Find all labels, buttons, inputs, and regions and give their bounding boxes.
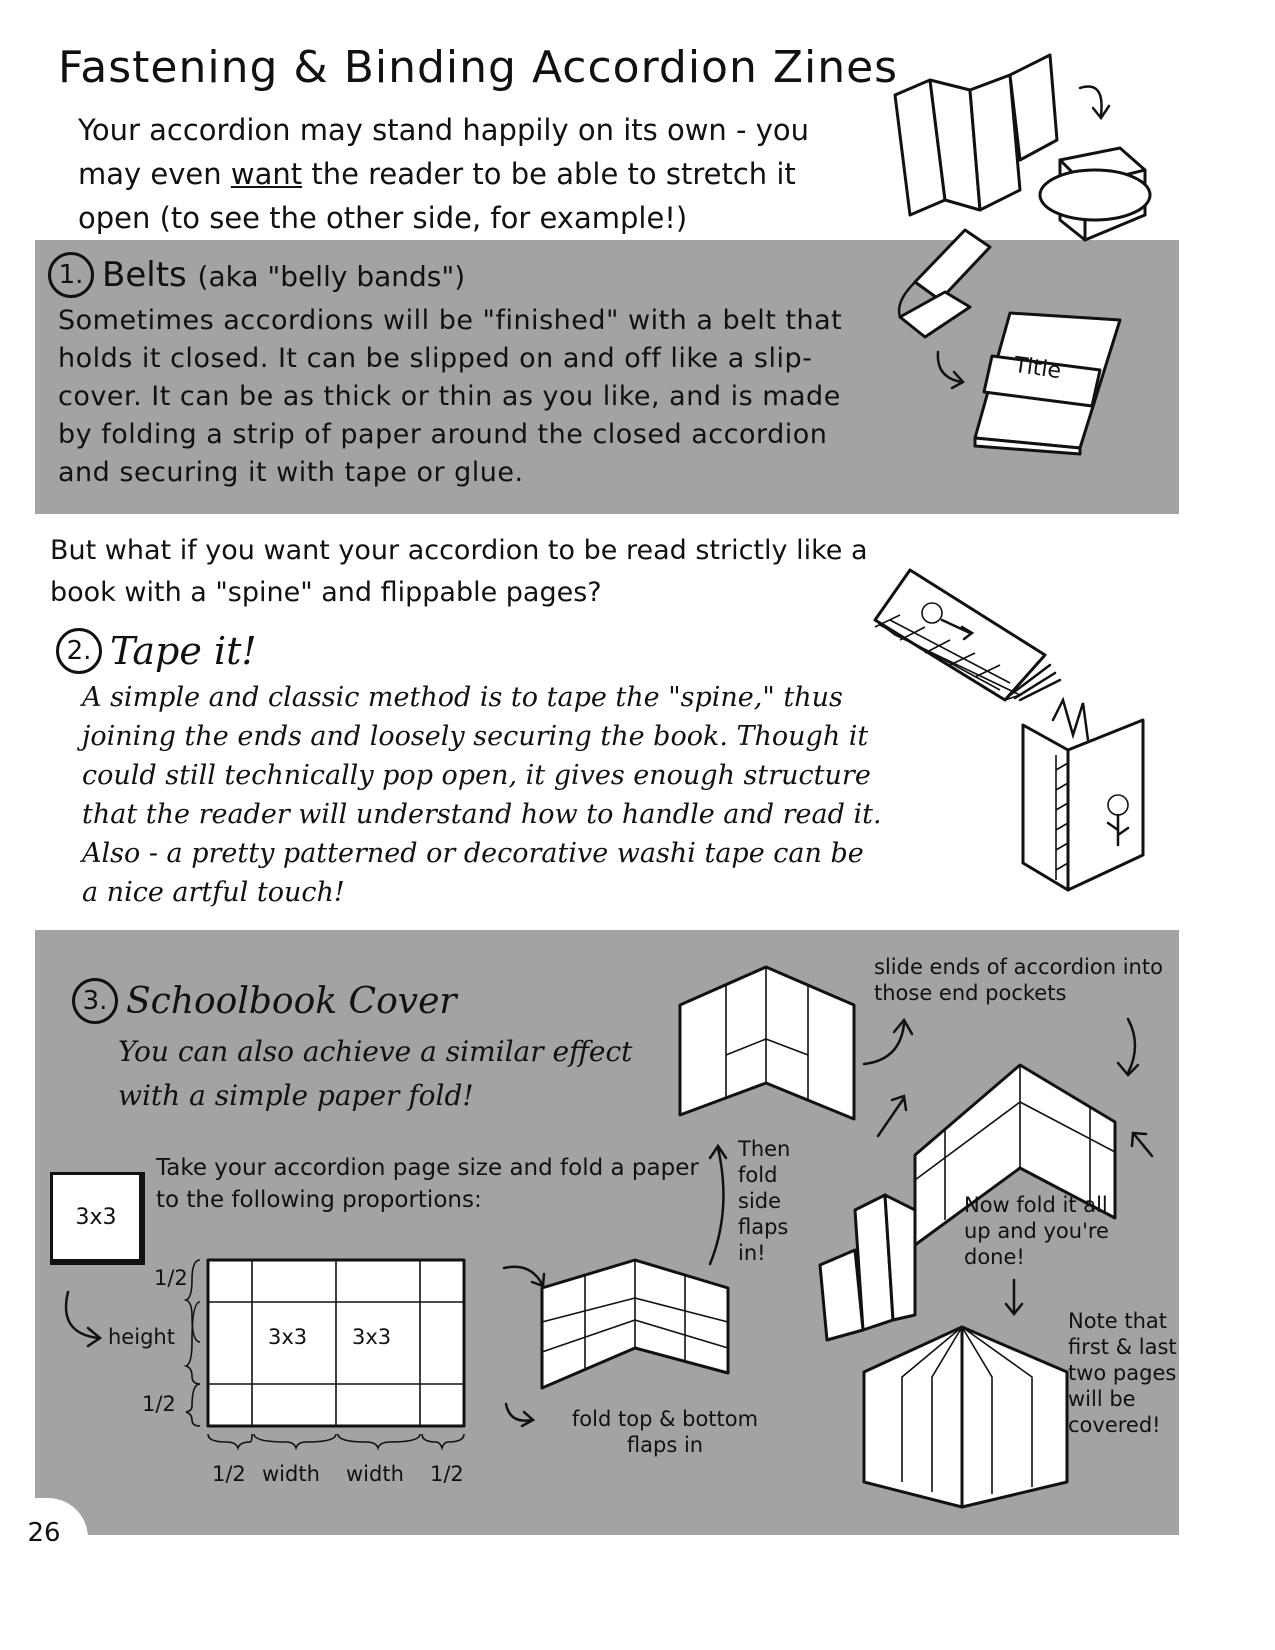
section-1-number: 1. [48,252,94,298]
grid-cell-b: 3x3 [352,1325,392,1349]
up-arrow-icon [872,1092,912,1142]
section-2-number: 2. [56,628,102,674]
bottom-label-half-right: 1/2 [430,1462,464,1486]
section-1-title: Belts (aka "belly bands") [102,255,466,295]
section-1-heading [48,252,465,298]
curved-arrow-icon [930,348,970,388]
down-right-arrow-icon [58,1288,108,1350]
section-3-number: 3. [72,978,118,1024]
taped-spine-book-illustration [870,565,1070,705]
intro-emphasis: want [230,157,303,191]
bottom-label-half-left: 1/2 [212,1462,246,1486]
folded-flaps-illustration [540,1258,730,1408]
section-3-title: Schoolbook Cover [126,980,457,1022]
note-annotation: Note that first & last two pages will be covered! [1068,1309,1177,1437]
bottom-label-width-1: width [262,1462,320,1486]
curved-arrow-icon [500,1400,540,1430]
section-2-title: Tape it! [110,629,257,673]
slide-ends-annotation: slide ends of accordion into those end pockets [874,955,1163,1005]
intro-text: Your accordion may stand happily on its own - you may even want the reader to be able to stretch it open (to see the other side, for example!) [78,113,809,235]
up-arrow-icon [700,1140,740,1270]
section-3-heading [72,978,457,1024]
section-1-subtitle: (aka "belly bands") [197,260,466,293]
now-fold-annotation: Now fold it all up and you're done! [964,1193,1109,1269]
curved-arrow-icon [1075,80,1115,125]
then-fold-annotation: Then fold side flaps in! [738,1137,791,1265]
standing-taped-book-illustration [1018,695,1148,895]
page-number: 26 [0,1498,88,1568]
grid-braces [186,1256,476,1466]
section-2-heading [56,628,257,674]
left-label-height: height [108,1325,175,1349]
up-arrow-icon [1128,1128,1158,1162]
grid-cell-a: 3x3 [268,1325,308,1349]
section-2-body: A simple and classic method is to tape the "spine," thus joining the ends and loosely securing the book. Though it could still technically pop open, it gives enough structure that the reader will understand how to handle and read it. Also - a pretty patterned or decorative washi tape can be a nice artful touch! [82,682,882,908]
section-3-body: You can also achieve a similar effect with a simple paper fold! [118,1035,633,1112]
section-1-body: Sometimes accordions will be "finished" with a belt that holds it closed. It can be slipped on and off like a slip-cover. It can be as thick or thin as you like, and is made by folding a strip of paper around the closed accordion and securing it with tape or glue. [58,305,843,488]
question-text: But what if you want your accordion to be read strictly like a book with a "spine" and flippable pages? [50,535,868,608]
left-label-half-bottom: 1/2 [142,1392,176,1416]
belt-on-stack-illustration [1020,140,1150,250]
curved-arrow-icon [500,1262,550,1292]
small-square-3x3 [50,1172,145,1265]
bottom-label-width-2: width [346,1462,404,1486]
page-title: Fastening & Binding Accordion Zines [58,42,899,93]
finished-book-illustration [862,1312,1070,1522]
belt-title-label: Title [1012,352,1063,385]
left-label-half-top: 1/2 [154,1266,188,1290]
instructions-text: Take your accordion page size and fold a paper to the following proportions: [156,1155,699,1213]
small-square-label: 3x3 [75,1204,117,1230]
fold-top-bottom-annotation: fold top & bottom flaps in [571,1407,759,1457]
